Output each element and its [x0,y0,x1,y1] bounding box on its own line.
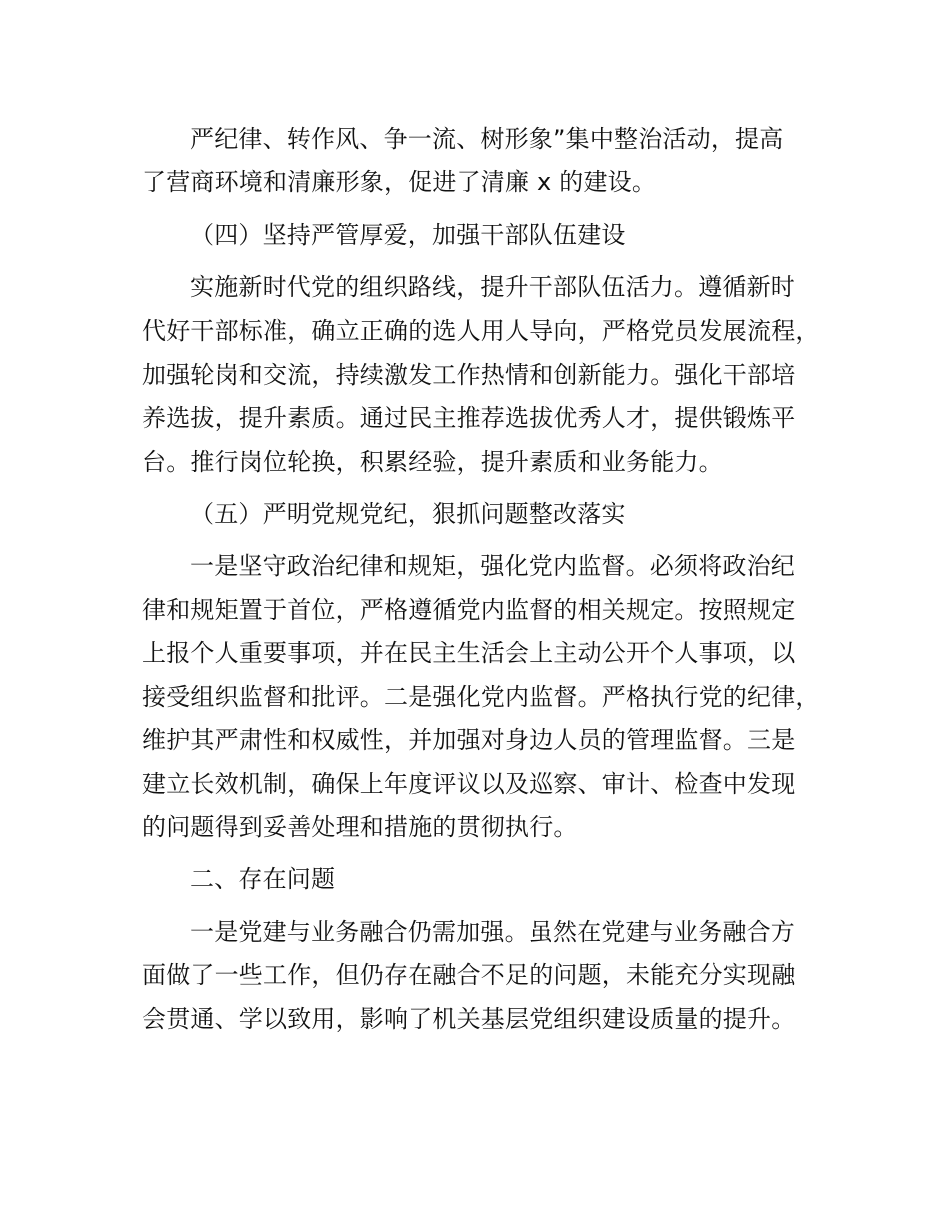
paragraph-line: 一是党建与业务融合仍需加强。虽然在党建与业务融合方 [190,918,795,946]
paragraph-line: 建立长效机制，确保上年度评议以及巡察、审计、检查中发现 [142,770,796,798]
section-heading-4: （四）坚持严管厚爱，加强干部队伍建设 [190,221,626,249]
paragraph-line: 的问题得到妥善处理和措施的贯彻执行。 [142,813,578,841]
paragraph-line: 一是坚守政治纪律和规矩，强化党内监督。必须将政治纪 [190,552,795,580]
paragraph-line: 了营商环境和清廉形象，促进了清廉 x 的建设。 [142,168,657,196]
paragraph-line: 会贯通、学以致用，影响了机关基层党组织建设质量的提升。 [142,1005,796,1033]
paragraph-line: 维护其严肃性和权威性，并加强对身边人员的管理监督。三是 [142,726,796,754]
paragraph-line: 养选拔，提升素质。通过民主推荐选拔优秀人才，提供锻炼平 [142,404,796,432]
paragraph-line: 严纪律、转作风、争一流、树形象”集中整治活动，提高 [190,125,784,153]
section-heading-problems: 二、存在问题 [190,865,336,893]
paragraph-line: 面做了一些工作，但仍存在融合不足的问题，未能充分实现融 [142,961,796,989]
section-heading-5: （五）严明党规党纪，狠抓问题整改落实 [190,500,626,528]
paragraph-line: 实施新时代党的组织路线，提升干部队伍活力。遵循新时 [190,273,795,301]
paragraph-line: 律和规矩置于首位，严格遵循党内监督的相关规定。按照规定 [142,596,796,624]
paragraph-line: 加强轮岗和交流，持续激发工作热情和创新能力。强化干部培 [142,361,796,389]
paragraph-line: 代好干部标准，确立正确的选人用人导向，严格党员发展流程， [142,317,820,345]
paragraph-line: 台。推行岗位轮换，积累经验，提升素质和业务能力。 [142,448,723,476]
paragraph-line: 上报个人重要事项，并在民主生活会上主动公开个人事项，以 [142,639,796,667]
paragraph-line: 接受组织监督和批评。二是强化党内监督。严格执行党的纪律， [142,683,820,711]
